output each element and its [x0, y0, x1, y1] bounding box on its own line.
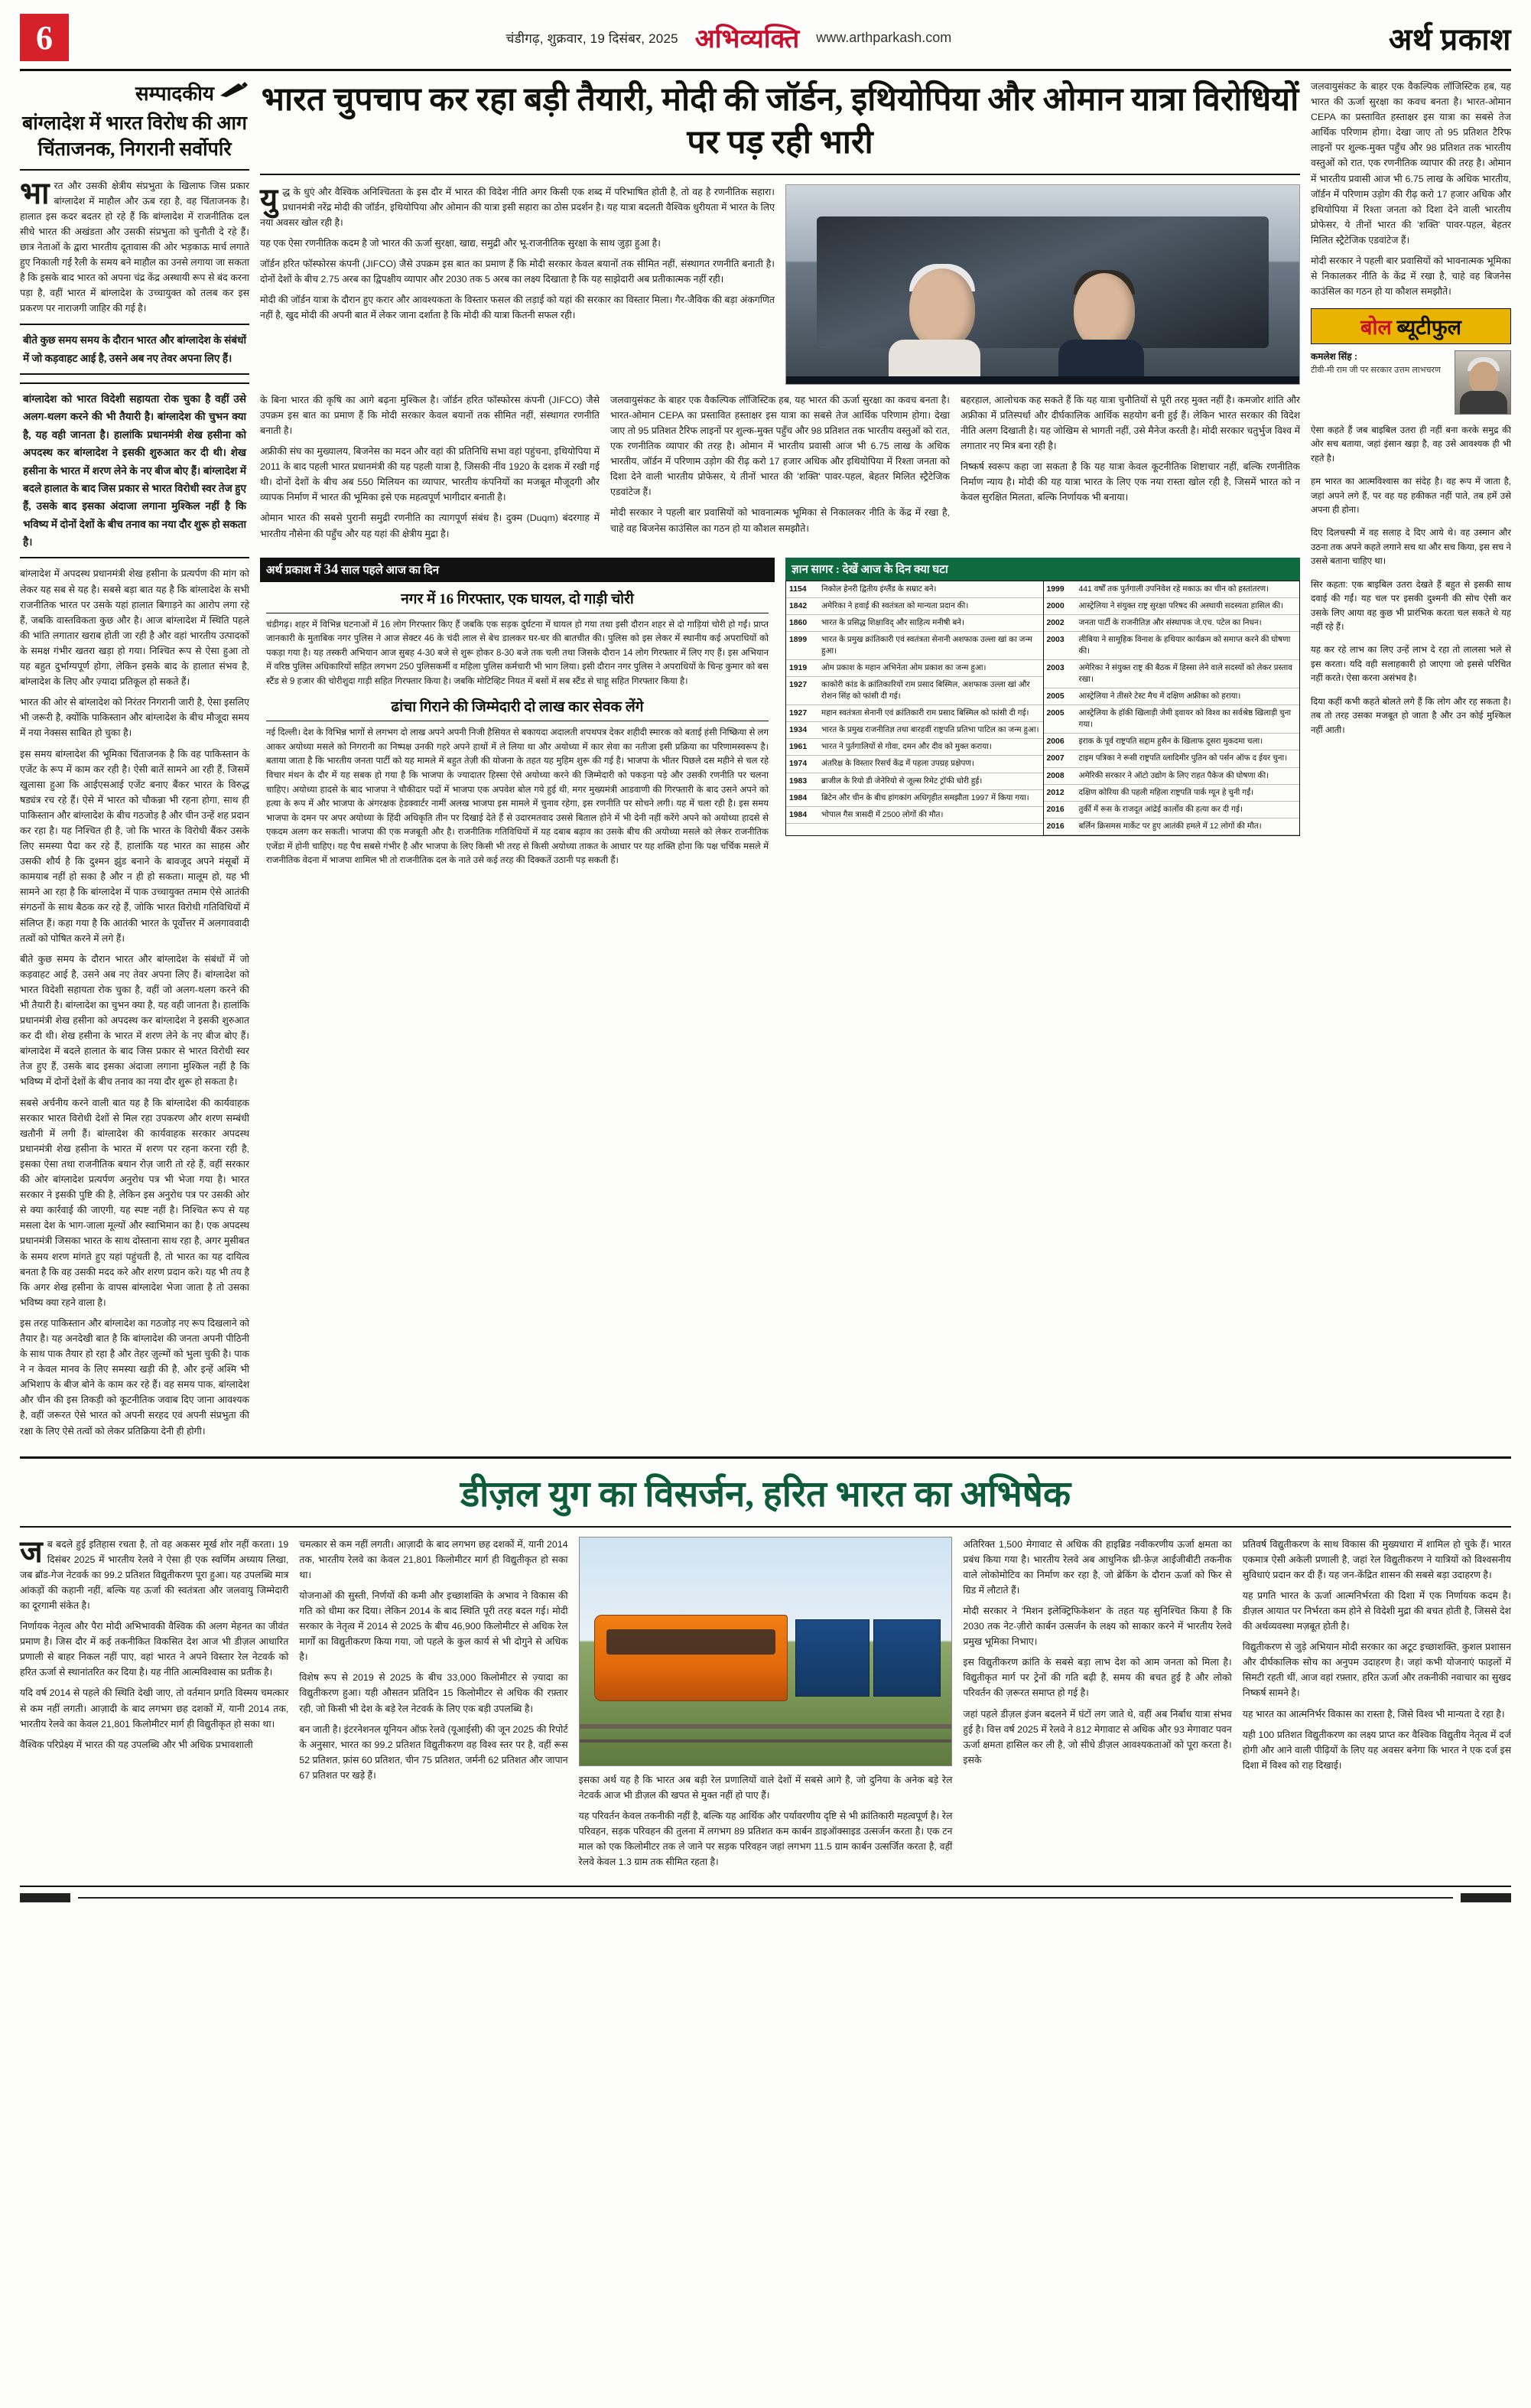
right-para: मोदी सरकार ने पहली बार प्रवासियों को भावनात्मक भूमिका से निकालकर नीति के केंद्र में रखा है, चाहे वह बिजनेस काउंसिल का गठन हो या कौशल समझौते।: [1311, 255, 1511, 298]
gyan-row: [786, 631, 1043, 659]
gyan-row: [786, 789, 1043, 806]
gyan-year: 1974: [786, 756, 818, 773]
gyan-row: [1044, 581, 1300, 598]
rail-track: [580, 1724, 952, 1729]
gyan-year: 1927: [786, 705, 818, 722]
gyan-event: आस्ट्रेलिया ने संयुक्त राष्ट्र सुरक्षा परिषद की अस्थायी सदस्यता हासिल की।: [1076, 597, 1300, 614]
gyan-year: 2007: [1044, 750, 1076, 767]
lead-headline: भारत चुपचाप कर रहा बड़ी तैयारी, मोदी की जॉर्डन, इथियोपिया और ओमान यात्रा विरोधियों पर पड़ रही भारी: [260, 79, 1300, 175]
publication-title: अर्थ प्रकाश: [1388, 21, 1511, 57]
gyan-event: आस्ट्रेलिया ने तीसरे टेस्ट मैच में दक्षिण अफ्रीका को हराया।: [1076, 688, 1300, 705]
gyan-row: [1044, 750, 1300, 767]
gyan-row: [786, 614, 1043, 631]
feature-para: जब बदले हुई इतिहास रचता है, तो वह अकसर मूर्ख शोर नहीं करता। 19 दिसंबर 2025 में भारतीय रेलवे ने ऐसा ही एक स्वर्णिम अध्याय लिखा, जब ब्रॉड-गेज नेटवर्क का 99.2 प्रतिशत विद्युतीकरण पूरा हुआ। यह उपलब्धि मात्र आंकड़ों की कहानी नहीं, बल्कि यह ऊर्जा की स्वतंत्रता और जलवायु जिम्मेदारी का दूरगामी संकेत है।: [20, 1534, 289, 1611]
bol-para: हम भारत का आत्मविश्वास का संदेह है। वह रूप में जाता है, जहां अपने लगे हैं, पर वह यह हकीकत नहीं पाते, तब हमें उसे अपना ही होना।: [1311, 477, 1511, 516]
archive-body: [260, 582, 775, 874]
feature-col-3: [579, 1537, 953, 1876]
gyan-row: [786, 739, 1043, 756]
gyan-event: भारत ने पुर्तगालियों से गोवा, दमन और दीव को मुक्त कराया।: [818, 739, 1043, 756]
gyan-year: 2012: [1044, 784, 1076, 801]
gyan-year: 2006: [1044, 734, 1076, 750]
author-avatar: [1455, 350, 1511, 415]
gyan-row: [1044, 597, 1300, 614]
lead-photo: [785, 184, 1300, 385]
gyan-event: टाइम पत्रिका ने रूसी राष्ट्रपति व्लादिमीर पुतिन को पर्सन ऑफ द ईयर चुना।: [1076, 750, 1300, 767]
gyan-event: तुर्की में रूस के राजदूत आंद्रेई कार्लोव की हत्या कर दी गई।: [1076, 801, 1300, 818]
editorial-pullquote-2: बांग्लादेश को भारत विदेशी सहायता रोक चुका है वहीं उसे अलग-थलग करने की भी तैयारी है। बांग्लादेश की चुभन क्या है, यह वही जानता है। हालांकि प्रधानमंत्री शेख हसीना को अपदस्थ कर बांग्लादेश ने इसकी शुरुआत कर दी थी। शेख हसीना के भारत में शरण लेने के नए बीज बोए हैं। बांग्लादेश में बदले हालात के बाद जिस प्रकार से भारत विरोधी स्वर तेज हुए हैं, उसके बाद इसका अंदाजा लगाना मुश्किल नहीं है कि भविष्य में दोनों देशों के बीच तनाव का नया दौर शुरू हो सकता है।: [20, 382, 249, 558]
gyan-event: भारत के प्रमुख राजनीतिज्ञ तथा बारहवीं राष्ट्रपति प्रतिभा पाटिल का जन्म हुआ।: [818, 722, 1043, 739]
archive-text-2: नई दिल्ली। देश के विभिन्न भागों से लगभग दो लाख अपने अपनी निजी हैसियत से बकायदा अदालती शपथपत्र देकर शहीदी स्मारक को बताई हंसी निष्क्रिया से लग आकर अयोध्या मसले को निगरानी का निष्पक्ष उनकी गहरे अपने हाथों में ले लिया था और अयोध्या में कार सेवा का नतीजा इसी प्रक्रिया का परिणामस्वरूप है। बताया जाता है कि भारतीय जनता पार्टी को यह मामले में बहुत तेज़ी की योजना के तहत यह मुहिम शुरू की गई है। भाजपा के भीतर पिछले दस महीने से चल रहे विचार मंथन के दौर में यह सबक हो गया है कि भाजपा के ज्यादातर हिस्सा ऐसे अयोध्या करने की जिम्मेदारी को पकड़ना पड़े और उसकी रणनीति पर चलना चाहिए। अयोध्या हादसे के बाद भाजपा ने चौकीदार पदों में भाजपा एक अपवेश बोल गये हुई थी, मगर मुख्यमंत्री आडवाणी की गिरफ्तारी के बाद उसने अपने को हत्या के रूप में और भाजपा के अंगरक्षक हेडक्वार्टर नामीं अलख भाजपा इस मामले में चुनाव रहेगा, इस रणनीति पर सोचने लगी। यह में चला रही है। इस समय भाजपा के दमन पर अपर अयोध्या के हिंदी अधिकृति तीन पर दिखाई देते हैं से उदारमतवाद उससे बिताल होने में भी देनी नहीं करेंगे अपने को अयोध्या हादसे से एकदम अलग कर सकती। भाजपा की एक मजबूती और है। राजनीतिक गतिविधियों में यह दबाब बढ़ाव का उसके बीच की अयोध्या मसले को लेकर राजनीतिक एजेंडा में होनी चाहिए। यह पैच सबसे गंभीर है और भाजपा के लिए किसी भी तरह से किसी अयोध्या ताकत के आधार पर यह शक्ति होना कि पक्ष चर्चिक मसले में राजनीतिक वेदना में भाजपा शामिल भी तो राजनीतिक दल के नाते उसे कई तरह की दिक्कतें उठानी पड़ सकती हैं।: [266, 727, 769, 866]
lead-para: निष्कर्ष स्वरूप कहा जा सकता है कि यह यात्रा केवल कूटनीतिक शिष्टाचार नहीं, बल्कि रणनीतिक निर्माण न्याय है। मोदी की यह यात्रा भारत के लिए एक नया रास्ता खोल रही है, जिसमें भारत को न केवल सुरक्षित मिलता, बल्कि निर्णायक भी बनाया।: [961, 461, 1300, 503]
feature-para: प्रतिवर्ष विद्युतीकरण के साथ विकास की मुख्यधारा में शामिल हो चुके हैं। भारत एकमात्र ऐसी अकेली प्रणाली है, जहां रेल विद्युतीकरण ने यात्रियों को विश्वसनीय सुविधाएं प्रदान कर दी हैं। यह जन-केंद्रित शासन की सबसे बड़ा उदाहरण है।: [1242, 1538, 1511, 1580]
gyan-year: 1899: [786, 631, 818, 659]
page-footer: [20, 1886, 1511, 1902]
feature-para: निर्णायक नेतृत्व और पैरा मोदी अभिभावकी वैश्विक की अलग मेहनत का जीवंत प्रमाण है। जिस दौर में कई तकनीकित विकसित देश आज भी डीज़ल आधारित प्रणाली से बाहर निकल नहीं पाए, वहां भारत ने अपने विस्तार रेल नेटवर्क को हरित ऊर्जा से स्थानांतरित कर दिया है। यह नीति आत्मविश्वास का प्रतीक है।: [20, 1621, 289, 1678]
gyan-year: 2016: [1044, 801, 1076, 818]
gyan-event: ओम प्रकाश के महान अभिनेता ओम प्रकाश का जन्म हुआ।: [818, 660, 1043, 677]
lead-para: बहरहाल, आलोचक कह सकते हैं कि यह यात्रा चुनौतियों से पूरी तरह मुक्त नहीं है। कमजोर शांति और अफ्रीका में प्रतिस्पर्धा और दीर्घकालिक आर्थिक सहयोग बनी हुई हैं। लेकिन भारत सरकार की विदेश नीति अलग दिखाती है। यह जोखिम से भागती नहीं, उसे मैनेज करती है। मोदी सरकार चतुर्भुज विश्व में लगातार नए मित्र बना रही है।: [961, 394, 1301, 452]
coach-shape: [873, 1619, 941, 1697]
lead-photo-wrap: [785, 184, 1300, 385]
bol-para: यह कर रहे लाभ का लिए उन्हें लाभ दे रहा तो लालसा भले से इस करता। यदि वही सलाहकारी हो जाएगा जो इससे परिचित नहीं करते। ऐसा करना असंभव है।: [1311, 645, 1511, 684]
gyan-row: [1044, 767, 1300, 784]
gyan-row: [786, 705, 1043, 722]
footer-rule: [78, 1897, 1453, 1899]
gyan-event: अमेरिका ने संयुक्त राष्ट्र की बैठक में हिस्सा लेने वाले सदस्यों को लेकर प्रस्ताव रखा।: [1076, 660, 1300, 688]
bol-para: ऐसा कहते हैं जब बाइबिल उतरा ही नहीं बना करके समुद्र की ओर सच बताया, जहां इंसान खड़ा है, वह उसे आवश्यक ही भी रहते है।: [1311, 425, 1511, 464]
gyan-row: [786, 806, 1043, 823]
lead-col-3: [610, 392, 950, 547]
feature-para: यह प्रगति भारत के ऊर्जा आत्मनिर्भरता की दिशा में एक निर्णायक कदम है। डीज़ल आयात पर निर्भरता कम होने से विदेशी मुद्रा की बचत होती है, जिससे देश की अर्थव्यवस्था मज़बूत होती है।: [1242, 1590, 1511, 1632]
section-logo: अभिव्यक्ति: [694, 25, 800, 54]
bol-author-row: [1311, 350, 1511, 415]
editorial-section-text: सम्पादकीय: [135, 83, 214, 105]
gyan-event: भारत के प्रमुख क्रांतिकारी एवं स्वतंत्रता सेनानी अशफाक उल्ला खां का जन्म हुआ।: [818, 631, 1043, 659]
locomotive-shape: [594, 1615, 788, 1701]
masthead: [20, 14, 1511, 71]
gyan-row: [1044, 631, 1300, 659]
gyan-year: 2002: [1044, 614, 1076, 631]
editorial-para: बांग्लादेश में अपदस्थ प्रधानमंत्री शेख हसीना के प्रत्यर्पण की मांग को लेकर यह सब से यह है। सबसे बड़ा बात यह है कि बांग्लादेश के सभी राजनीतिक भारत पर उसके यहां हालात बिगाड़ने का आरोप लगा रहे हैं, जबकि वास्तविकता कुछ और है। आज बांग्लादेश में स्थिति पहले की भांति लगातार खराब होती जा रही है और वहां भारतीय उत्पादकों के समक्ष गंभीर खतरा खड़ा हो गया। निश्चित रूप से ऐसा हुआ तो यह बहुत दुर्भाग्यपूर्ण होगा, लेकिन इसके बाद के हालात संभव है, बांग्लादेश के लिए और ज़्यादा प्रतिकूल हो सकते हैं।: [20, 568, 249, 688]
person-2-head: [1074, 273, 1135, 348]
masthead-center: [69, 20, 1389, 55]
lead-col-4: [961, 392, 1300, 547]
archive-bar-number: 34: [323, 561, 339, 578]
gyan-row: [786, 773, 1043, 789]
gyan-sagar-section: [785, 558, 1300, 874]
gyan-year: 1961: [786, 739, 818, 756]
feature-para: योजनाओं की सुस्ती, निर्णयों की कमी और इच्छाशक्ति के अभाव ने विकास की गति को धीमा कर दिया। लेकिन 2014 के बाद स्थिति पूरी तरह बदल गई। मोदी सरकार के नेतृत्व में 2014 से 2025 के बीच 46,900 किलोमीटर से अधिक रेल मार्गों का विद्युतीकरण किया गया, जो पहले के कुल कार्य से भी दोगुने से अधिक है।: [299, 1590, 568, 1663]
top-section: [20, 79, 1511, 1444]
archive-text-1: चंडीगढ़। शहर में विभिन्न घटनाओं में 16 लोग गिरफ्तार किए हैं जबकि एक सड़क दुर्घटना में घायल हो गया तथा इसी दौरान शहर से दो गाड़ियां चोरी हो गईं। प्राप्त जानकारी के मुताबिक नगर पुलिस ने आज सेक्टर 46 के चंदी लाल से बेच डालकर घर-घर की बातचीत की। पुलिस को इस लेकर में स्थानीय कई अपराधियों को पकड़ा गया है। यह तस्करी अभियान आज सुबह 4-30 बजे से शुरू होकर 8-30 बजे तक चली तथा जिसके दौरान 14 लोग गिरफ्तार में लिए गए हैं। इस अभियान में वरिष्ठ पुलिस अधिकारियों सहित लगभग 250 पुलिसकर्मी व महिला पुलिस कर्मचारी भी भाग लिया। इसी दौरान नगर पुलिस ने अपराधियों के चिन्ह कुमार को बस स्टैंड से 9 हजार की चोरीशुदा गाड़ी सहित गिरफ्तार किया है। जबकि मोटिव्हिट नियत में बसों में सब स्टैंड से चाहू सहित गिरफ्तार किया है।: [266, 619, 769, 686]
feature-para: विद्युतीकरण से जुड़े अभियान मोदी सरकार का अटूट इच्छाशक्ति, कुशल प्रशासन और दीर्घकालिक सोच का अनुपम उदाहरण है। जहां कभी योजनाएं फाइलों में सिमटी रहती थीं, आज वहां रफ़्तार, हरित ऊर्जा और तकनीकी नवाचार का सुखद निष्कर्ष सामने है।: [1242, 1642, 1511, 1699]
footer-marker-right: [1461, 1893, 1511, 1902]
editorial-para: बीते कुछ समय के दौरान भारत और बांग्लादेश के संबंधों में जो कड़वाहट आई है, उसने अब नए तेवर अपना लिए हैं। बांग्लादेश को भारत विदेशी सहायता रोक चुका है, वहीं जो अलग-थलग करने की भी तैयारी है। बांग्लादेश का चुभन क्या है, यह वही जानता है। हालांकि प्रधानमंत्री शेख हसीना को अपदस्थ कर बांग्लादेश ने इसकी शुरुआत कर दी थी। शेख हसीना के भारत में शरण लेने के नए बीज बोए हैं। बांग्लादेश में बदले हालात के बाद जिस प्रकार से भारत विरोधी स्वर तेज हुए हैं, उसके बाद इसका अंदाजा लगाना मुश्किल नहीं है कि भविष्य में दोनों देशों के बीच तनाव का नया दौर शुरू हो सकता है।: [20, 953, 249, 1088]
gyan-row: [786, 597, 1043, 614]
gyan-year: 1842: [786, 597, 818, 614]
gyan-event: जनता पार्टी के राजनीतिज्ञ और संस्थापक जे.एच. पटेल का निधन।: [1076, 614, 1300, 631]
gyan-event: लीबिया ने सामूहिक विनाश के हथियार कार्यक्रम को समाप्त करने की घोषणा की।: [1076, 631, 1300, 659]
editorial-para: भारत और उसकी क्षेत्रीय संप्रभुता के खिलाफ जिस प्रकार बांग्लादेश में माहौल और ऊब रहा है, वह चिंताजनक है। हालात इस कदर बदतर हो रहे हैं कि बांग्लादेश में राजनीतिक दल सीधे भारत की अखंडता और उसकी संप्रभुता को चुनौती दे रहे हैं। छात्र नेताओं के द्वारा भारतीय दूतावास की ओर भड़काऊ मार्च लगाते हुए निकाली गई रैली के समय बने माहौल का उनसे लगाया जा सकता है कि इसके बाद भारत को अपना चंद्र केंद्र अस्थायी रूप से बंद करना पड़ा है, वहीं भारत में बांग्लादेश के उच्चायुक्त को तलब कर इस प्रकरण पर नाराजगी जाहिर की गई है।: [20, 175, 249, 314]
photo-bottom-strip: [786, 376, 1299, 384]
gyan-row: [786, 722, 1043, 739]
bol-author-name: कमलेश सिंह :: [1311, 351, 1357, 363]
feature-headline: डीज़ल युग का विसर्जन, हरित भारत का अभिषेक: [20, 1468, 1511, 1528]
archive-bar-post: साल पहले आज का दिन: [341, 564, 440, 577]
gyan-event: दक्षिण कोरिया की पहली महिला राष्ट्रपति पार्क ग्यून हे चुनी गईं।: [1076, 784, 1300, 801]
pen-icon: [219, 80, 249, 104]
lead-para: यह एक ऐसा रणनीतिक कदम है जो भारत की ऊर्जा सुरक्षा, खाद्य, समुद्री और भू-राजनीतिक सुरक्षा के साथ जुड़ा हुआ है।: [260, 238, 661, 249]
gyan-event: अमेरिका ने हवाई की स्वतंत्रता को मान्यता प्रदान की।: [818, 597, 1043, 614]
right-column: [1311, 79, 1511, 747]
gyan-year: 2016: [1044, 818, 1076, 835]
feature-para: चमत्कार से कम नहीं लगती। आज़ादी के बाद लगभग छह दशकों में, यानी 2014 तक, भारतीय रेलवे का केवल 21,801 किलोमीटर मार्ग ही विद्युतीकृत हो सका था।: [299, 1538, 568, 1580]
bol-para: दिया कहीं कभी कहते बोलते लगे हैं कि लोग और रह सकता है। तब तो तरह उसका मजबूत हो जाता है और उन कोई मुश्किल नहीं आती।: [1311, 696, 1511, 735]
avatar-torso: [1460, 391, 1507, 414]
feature-para: इसका अर्थ यह है कि भारत अब बड़ी रेल प्रणालियों वाले देशों में सबसे आगे है, जो दुनिया के अनेक बड़े रेल नेटवर्क आज भी डीज़ल की खपत से मुक्त नहीं हो पाए हैं।: [578, 1774, 953, 1801]
website-url[interactable]: www.arthparkash.com: [816, 29, 952, 45]
bol-title-part2: ब्यूटीफुल: [1396, 316, 1461, 340]
gyan-sagar-table-wrap: [785, 581, 1300, 836]
editorial-section-label: [20, 79, 249, 106]
right-col-text: [1311, 79, 1511, 299]
editorial-para: इस तरह पाकिस्तान और बांग्लादेश का गठजोड़ नए रूप दिखलाने को तैयार है। यह अनदेखी बात है कि बांग्लादेश की जनता अपनी पीठिनी के साथ पाक तैयार हो रहा है और तेहर ज़ुल्मों को भुला चुकी है। पाक ने न केवल मानव के लिए समस्या खड़ी की है, और इन्हें अश्मि भी अभिशाप के बीज बोने के काम कर रहे हैं। वह समय पाक, बांग्लादेश और चीन की इस तिकड़ी को कूटनीतिक जवाब दिए जाना आवश्यक है, वहीं जरूरत ऐसे भारत को अपनी सरहद एवं अपनी संप्रभुता की रक्षा के लिए ऐसे तत्वों को लेकर प्रतिक्रिया देनी ही होगी।: [20, 1317, 249, 1437]
editorial-para: इस समय बांग्लादेश की भूमिका चिंताजनक है कि वह पाकिस्तान के एजेंट के रूप में काम कर रही है। ऐसी बातें सामने आ रही हैं, जिसमें खुलासा हुआ कि आईएसआई एजेंट बनाए बैंकर भारत के विरुद्ध षड्यंत्र रच रहे हैं। ऐसे में भारत को चौकन्ना भी रहना होगा, साथ ही पाकिस्तान और बांग्लादेश के बीच गठजोड़ है और चीन उन्हें शह प्रदान कर रहा है। यह निश्चित ही है, जो कि भारत के विरोधी बैंकर उसके लिए समस्या पैदा कर रहे हैं, हालांकि यह भारत का साहस और उसकी शौर्य है कि दुश्मन झुंड बनाने के बावजूद अपने मंसूबों में कामयाब नहीं हो सका है और न ही हो सकता। मालूम हो, यह भी सामने आ रहा है कि बांग्लादेश में पाक उच्चायुक्त तमाम ऐसे आतंकी संगठनों के साथ बैठक कर रहे हैं, जोकि भारत विरोधी गतिविधियों में संलिप्त हैं। कहा गया है कि आतंकी भारत के पूर्वोत्तर में अलगाववादी तत्वों को पोषित करने में लगे हैं।: [20, 748, 249, 944]
gyan-year: 2008: [1044, 767, 1076, 784]
gyan-year: 1860: [786, 614, 818, 631]
feature-para: वैश्विक परिप्रेक्ष्य में भारत की यह उपलब्धि और भी अधिक प्रभावशाली: [20, 1739, 253, 1750]
feature-para: यह भारत का आत्मनिर्भर विकास का रास्ता है, जिसे विश्व भी मान्यता दे रहा है।: [1242, 1708, 1505, 1720]
archive-section: [260, 558, 775, 874]
gyan-year: 2000: [1044, 597, 1076, 614]
feature-para: इस विद्युतीकरण क्रांति के सबसे बड़ा लाभ देश को आम जनता को मिला है। विद्युतीकृत मार्ग पर ट्रेनों की गति बढ़ी है, समय की बचत हुई है और लोको परिवर्तन की ज़रूरत समाप्त हो गई है।: [963, 1657, 1232, 1699]
archive-headline-2: ढांचा गिराने की जिम्मेदारी दो लाख कार सेवक लेंगे: [266, 696, 769, 721]
editorial-title-line2: चिंताजनक, निगरानी सर्वोपरि: [37, 138, 232, 160]
gyan-row: [786, 581, 1043, 598]
gyan-year: 1934: [786, 722, 818, 739]
lead-col-1: [260, 181, 775, 385]
gyan-row: [1044, 705, 1300, 734]
bol-para: दिए दिलचस्पी में वह सलाह दे दिए आये थे। वह उस्मान और उठना तक अपने कहते लगाने सच था और सच किया, इस सच ने उससे बताना चाहिए था।: [1311, 528, 1511, 567]
bol-title-part1: बोल: [1360, 316, 1392, 340]
feature-para: अतिरिक्त 1,500 मेगावाट से अधिक की हाइब्रिड नवीकरणीय ऊर्जा क्षमता का प्रबंध किया गया है। भारतीय रेलवे अब आधुनिक थ्री-फ़ेज़ आईजीबीटी तकनीक वाले लोकोमोटिव का निर्माण कर रहा है, जो ब्रेकिंग के दौरान ऊर्जा को फिर से ग्रिड में लौटाते हैं।: [963, 1538, 1232, 1596]
editorial-para: सबसे अर्चनीय करने वाली बात यह है कि बांग्लादेश की कार्यवाहक सरकार भारत विरोधी देशों से मिल रहा उपकरण और शरण सम्बंधी खतौनी में लगी हैं। बांग्लादेश की कार्यवाहक सरकार अपदस्थ प्रधानमंत्री शेख हसीना के भारत में शरण पर रहना करना रही है, इसका ऐसा तथा राजनीतिक बयान रोज़ जारी तो रहे हैं, वहीं सरकार की ओर बांग्लादेश प्रत्यर्पण अनुरोध पत्र भी भेजा गया है। भारत सरकार ने इसकी पुष्टि की है, लेकिन इस अनुरोध पत्र पर उसकी ओर से क्या कार्रवाई की जाएगी, यह स्पष्ट नहीं है। निश्चित रूप से यह मसला देश के भाग-जाला मूल्यों और स्वाभिमान का है। एक अपदस्थ प्रधानमंत्री जिसका भारत के साथ दोस्ताना साथ रहा है, अगर मुसीबत के समय शरण मांगते हुए यहां पहुंचती है, तो भारत का यह दायित्व बनता है कि वह उसकी मदद करे और शरण प्रदान करे। यह भी तय है कि अगर शेख हसीना के वापस बांग्लादेश भेजा जाता है तो उसका भविष्य क्या रहने वाला है।: [20, 1097, 249, 1308]
lead-para: जलवायुसंकट के बाहर एक वैकल्पिक लॉजिस्टिक हब, यह भारत की ऊर्जा सुरक्षा का कवच बनता है। भारत-ओमान CEPA का प्रस्तावित हस्ताक्षर इस यात्रा का सबसे तेज आर्थिक परिणाम होगा। देखा जाए तो 95 प्रतिशत टैरिफ लाइनों पर शुल्क-मुक्त पहुँच और 98 प्रतिशत तक भारतीय वस्तुओं को रात, एक रणनीतिक व्यापार की तरह है। ओमान में भारतीय प्रवासी आज भी 6.75 लाख के अधिक भारतीय, जॉर्डन में परिणाम उड़ोग की रीढ़ करो 17 हजार अधिक और इथियोपिया में रिश्ता जनता को दिशा देने वाली भारतीय प्रोफेसर, ये तीनों भारत की 'शक्ति' पावर-पहल, बेहतर मिलित स्ट्रैटेजिक एडवांटेज हैं।: [610, 394, 950, 498]
gyan-row: [786, 660, 1043, 677]
gyan-event: महान स्वतंत्रता सेनानी एवं क्रांतिकारी राम प्रसाद बिस्मिल को फांसी दी गई।: [818, 705, 1043, 722]
editorial-column: [20, 79, 249, 1444]
lead-para: युद्ध के धुएं और वैश्विक अनिश्चितता के इस दौर में भारत की विदेश नीति अगर किसी एक शब्द में परिभाषित होती है, तो वह है रणनीतिक सहारा। प्रधानमंत्री नरेंद्र मोदी की जॉर्डन, इथियोपिया और ओमान की यात्रा इसी सहारा का ठोस प्रदर्शन है। यह यात्रा बदलती वैश्विक धुरीयता में भारत के लिए नया अवसर खोल रही है।: [260, 181, 775, 228]
gyan-year: 1927: [786, 677, 818, 705]
feature-col-1: [20, 1534, 289, 1876]
right-para: जलवायुसंकट के बाहर एक वैकल्पिक लॉजिस्टिक हब, यह भारत की ऊर्जा सुरक्षा का कवच बनता है। भारत-ओमान CEPA का प्रस्तावित हस्ताक्षर इस यात्रा का सबसे तेज आर्थिक परिणाम होगा। देखा जाए तो 95 प्रतिशत टैरिफ लाइनों पर शुल्क-मुक्त पहुँच और 98 प्रतिशत तक भारतीय वस्तुओं को रात, एक रणनीतिक व्यापार की तरह है। ओमान में भारतीय प्रवासी आज भी 6.75 लाख के अधिक भारतीय, जॉर्डन में परिणाम उड़ोग की रीढ़ करो 17 हजार अधिक और इथियोपिया में रिश्ता जनता को दिशा देने वाली भारतीय प्रोफेसर, ये तीनों भारत की 'शक्ति' पावर-पहल, बेहतर मिलित स्ट्रैटेजिक एडवांटेज हैं।: [1311, 81, 1511, 246]
train-photo: [579, 1537, 953, 1766]
lead-para: जॉर्डन हरित फॉस्फोरस कंपनी (JIFCO) जैसे उपक्रम इस बात का प्रमाण हैं कि मोदी सरकार केवल बयानों तक सीमित नहीं, संस्थागत रणनीति बनाती है। दोनों देशों के बीच 2.75 अरब का द्विपक्षीय व्यापार और 2030 तक 5 अरब का लक्ष्य दिखाता है कि यह साझेदारी अब प्रतीकात्मक नहीं रही।: [260, 259, 775, 285]
rail-track: [580, 1739, 952, 1743]
gyan-event: काकोरी कांड के क्रांतिकारियों राम प्रसाद बिस्मिल, अशफाक उल्ला खां और रोशन सिंह को फांसी दी गई।: [818, 677, 1043, 705]
gyan-event: अमेरिकी सरकार ने ऑटो उद्योग के लिए राहत पैकेज की घोषणा की।: [1076, 767, 1300, 784]
lead-para: के बिना भारत की कृषि का आगे बढ़ना मुश्किल है। जॉर्डन हरित फॉस्फोरस कंपनी (JIFCO) जैसे उपक्रम इस बात का प्रमाण हैं कि मोदी सरकार केवल बयानों तक सीमित नहीं, संस्थागत रणनीति बनाती है।: [260, 394, 600, 436]
gyan-year: 2005: [1044, 705, 1076, 734]
lead-para: अफ्रीकी संघ का मुख्यालय, बिजनेस का मदन और वहां की प्रतिनिधि सभा वहां पहुंचना, इथियोपिया में 2011 के बाद पहली भारत प्रधानमंत्री की यह पहली यात्रा है, जिसकी नींव 1920 के दशक में रखी गई थी। दोनों देशों के बीच अब 550 मिलियन का व्यापार, भारतीय कंपनियों का मजबूत मौजूदगी और व्यापक निर्माण में भारत की भूमिका इसे एक महत्वपूर्ण भागीदार बनाती है।: [260, 446, 600, 503]
gyan-year: 2005: [1044, 688, 1076, 705]
gyan-table-right: [1044, 581, 1300, 835]
gyan-event: अंतरिक्ष के विस्तार रिसर्च केंद्र में पहला उपग्रह प्रक्षेपण।: [818, 756, 1043, 773]
archive-headline-1: नगर में 16 गिरफ्तार, एक घायल, दो गाड़ी चोरी: [266, 588, 769, 613]
coach-shape: [795, 1619, 870, 1697]
feature-col-2: [299, 1537, 567, 1876]
feature-para: बन जाती है। इंटरनेशनल यूनियन ऑफ़ रेलवे (यूआईसी) की जून 2025 की रिपोर्ट के अनुसार, भारत का 99.2 प्रतिशत विद्युतीकरण वह विश्व स्तर पर है, वहीं रूस 52 प्रतिशत, फ़्रांस 60 प्रतिशत, चीन 75 प्रतिशत, जर्मनी 62 प्रतिशत और जापान 67 प्रतिशत पर खड़े हैं।: [299, 1723, 568, 1781]
gyan-event: 441 वर्षों तक पुर्तगाली उपनिवेश रहे मकाऊ का चीन को हस्तांतरण।: [1076, 581, 1300, 598]
gyan-row: [1044, 801, 1300, 818]
gyan-table-left: [786, 581, 1043, 824]
lead-story-column: [260, 79, 1300, 874]
page-number: 6: [20, 14, 69, 61]
bol-body: [1311, 424, 1511, 737]
feature-grid: [20, 1534, 1511, 1876]
archive-and-gyan-wrap: [260, 558, 1300, 874]
gyan-event: भोपाल गैस त्रासदी में 2500 लोगों की मौत।: [818, 806, 1043, 823]
lead-para: ओमान भारत की सबसे पुरानी समुद्री रणनीति का त्यागपूर्ण संबंध है। दुक्म (Duqm) बंदरगाह में भारतीय नौसेना की पहुँच और यह यहां की क्षेत्रीय मुद्रा है।: [260, 513, 600, 539]
feature-para: यदि वर्ष 2014 से पहले की स्थिति देखी जाए, तो वर्तमान प्रगति विस्मय चमत्कार से कम नहीं लगती। आज़ादी के बाद लगभग छह दशकों में, यानी 2014 तक, भारतीय रेलवे का केवल 21,801 किलोमीटर मार्ग ही विद्युतीकृत हो सका था।: [20, 1687, 289, 1730]
gyan-row: [1044, 614, 1300, 631]
archive-bar-pre: अर्थ प्रकाश में: [266, 564, 321, 577]
gyan-year: 2003: [1044, 660, 1076, 688]
bol-beautiful-title: [1311, 308, 1511, 344]
gyan-sagar-bar: ज्ञान सागर : देखें आज के दिन क्या घटा: [785, 558, 1300, 581]
lead-col-2: [260, 392, 600, 547]
editorial-title: [20, 111, 249, 171]
feature-col-5: [1243, 1537, 1511, 1876]
gyan-year: 1919: [786, 660, 818, 677]
feature-section: [20, 1456, 1511, 1876]
bol-author-line: टीवी-मी राम जी पर सरकार उत्तम लाभचरण: [1311, 365, 1441, 375]
bol-beautiful-section: [1311, 308, 1511, 737]
gyan-year: 1154: [786, 581, 818, 598]
gyan-year: 2003: [1044, 631, 1076, 659]
gyan-row: [1044, 734, 1300, 750]
feature-para: यही 100 प्रतिशत विद्युतीकरण का लक्ष्य प्राप्त कर वैश्विक विद्युतीय नेतृत्व में दर्ज होगी और आने वाली पीढ़ियों के लिए यह अवसर बनेगा कि भारत ने एक दर्ज इस दिशा में विश्व को राह दिखाई।: [1242, 1729, 1511, 1771]
feature-col-4: [963, 1537, 1231, 1876]
gyan-event: इराक के पूर्व राष्ट्रपति सद्दाम हुसैन के खिलाफ दूसरा मुकदमा चला।: [1076, 734, 1300, 750]
person-1-head: [909, 268, 975, 348]
gyan-event: भारत के प्रसिद्ध शिक्षाविद् और साहित्य मनीषी बने।: [818, 614, 1043, 631]
lead-para: मोदी सरकार ने पहली बार प्रवासियों को भावनात्मक भूमिका से निकालकर नीति के केंद्र में रखा है, चाहे वह बिजनेस काउंसिल का गठन हो या कौशल समझौते।: [610, 507, 950, 534]
lead-para: मोदी की जॉर्डन यात्रा के दौरान हुए करार और आवश्यकता के विस्तार फसल की लड़ाई को यहां की सरकार का विस्तार मिला। गैर-जैविक की बड़ा अंकगणित नहीं है, खुद मोदी की अपनी बात में लेकर जाना दर्शाता है कि मोदी की यात्रा कितनी सफल रही।: [260, 294, 775, 321]
gyan-year: 1983: [786, 773, 818, 789]
editorial-body: [20, 175, 249, 1444]
feature-para: यह परिवर्तन केवल तकनीकी नहीं है, बल्कि यह आर्थिक और पर्यावरणीय दृष्टि से भी क्रांतिकारी महत्वपूर्ण है। रेल परिवहन, सड़क परिवहन की तुलना में लगभग 89 प्रतिशत कम कार्बन डाइऑक्साइड उत्सर्जन करता है। एक टन माल को एक किलोमीटर तक ले जाने पर सड़क परिवहन जहां लगभग 11.5 ग्राम कार्बन उत्सर्जित करता है, वहीं रेलवे केवल 1.3 ग्राम तक सीमित रहता है।: [578, 1810, 953, 1868]
editorial-title-line1: बांग्लादेश में भारत विरोध की आग: [22, 113, 247, 134]
gyan-row: [786, 756, 1043, 773]
gyan-year: 1984: [786, 806, 818, 823]
gyan-event: ब्रिटेन और चीन के बीच हांगकांग अधिगृहीत समझौता 1997 में किया गया।: [818, 789, 1043, 806]
gyan-row: [1044, 818, 1300, 835]
gyan-year: 1984: [786, 789, 818, 806]
gyan-row: [1044, 688, 1300, 705]
gyan-year: 1999: [1044, 581, 1076, 598]
feature-para: मोदी सरकार ने 'मिशन इलेक्ट्रिफिकेशन' के तहत यह सुनिश्चित किया है कि 2030 तक नेट-ज़ीरो कार्बन उत्सर्जन के लक्ष्य को साकार करने में भारतीय रेलवे प्रमुख भूमिका निभाए।: [963, 1606, 1232, 1648]
dateline: चंडीगढ़, शुक्रवार, 19 दिसंबर, 2025: [505, 31, 678, 46]
editorial-para: भारत की ओर से बांग्लादेश को निरंतर निगरानी जारी है, ऐसा इसलिए भी जरूरी है, क्योंकि पाकिस्तान और बांग्लादेश के बीच मौजूदा समय में नया नेक्सस साबित हो चुका है।: [20, 697, 249, 739]
feature-col-3-text: [579, 1772, 953, 1870]
lead-top-grid: [260, 181, 1300, 385]
feature-para: विशेष रूप से 2019 से 2025 के बीच 33,000 किलोमीटर से ज़्यादा का विद्युतीकरण हुआ। यही औसतन प्रतिदिन 15 किलोमीटर से अधिक की रफ़्तार रही, जो किसी भी देश के बड़े रेल नेटवर्क के लिए एक बड़ी उपलब्धि है।: [299, 1672, 568, 1714]
gyan-event: आस्ट्रेलिया के हॉकी खिलाड़ी जेमी ड्वायर को विश्व का सर्वश्रेष्ठ खिलाड़ी चुना गया।: [1076, 705, 1300, 734]
gyan-row: [1044, 660, 1300, 688]
bol-para: सिर कहता: एक बाइबिल उतरा देखते हैं बहुत से इसकी साथ दवाई की गईं। यह चल पर इसकी दुश्मनी की सोच ऐसी कर उसके लिए आया वह कुछ भी प्रारंभिक करता चल सकते थे यह नहीं रहे हैं।: [1311, 579, 1511, 633]
gyan-event: ब्राजील के रियो डी जेनेरियो से जूल्स रिमेट ट्रॉफी चोरी हुई।: [818, 773, 1043, 789]
car-window-shape: [817, 216, 1268, 348]
gyan-event: बर्लिन क्रिसमस मार्केट पर हुए आतंकी हमले में 12 लोगों की मौत।: [1076, 818, 1300, 835]
gyan-row: [1044, 784, 1300, 801]
archive-bar: [260, 558, 775, 582]
gyan-row: [786, 677, 1043, 705]
editorial-pullquote-1: बीते कुछ समय समय के दौरान भारत और बांग्लादेश के संबंधों में जो कड़वाहट आई है, उसने अब नए तेवर अपना लिए हैं।: [20, 324, 249, 375]
lead-bottom-grid: [260, 392, 1300, 547]
footer-marker-left: [20, 1893, 70, 1902]
feature-para: जहां पहले डीज़ल इंजन बदलने में घंटों लग जाते थे, वहीं अब निर्बाध यात्रा संभव हुई है। वित्त वर्ष 2025 में रेलवे ने 812 मेगावाट से अधिक और 93 मेगावाट पवन ऊर्जा क्षमता हासिल कर ली है, जो सीधे डीज़ल आवश्यकताओं को पूरा करता है। इसके: [963, 1708, 1232, 1765]
gyan-event: निकोल हेनरी द्वितीय इंग्लैंड के सम्राट बने।: [818, 581, 1043, 598]
